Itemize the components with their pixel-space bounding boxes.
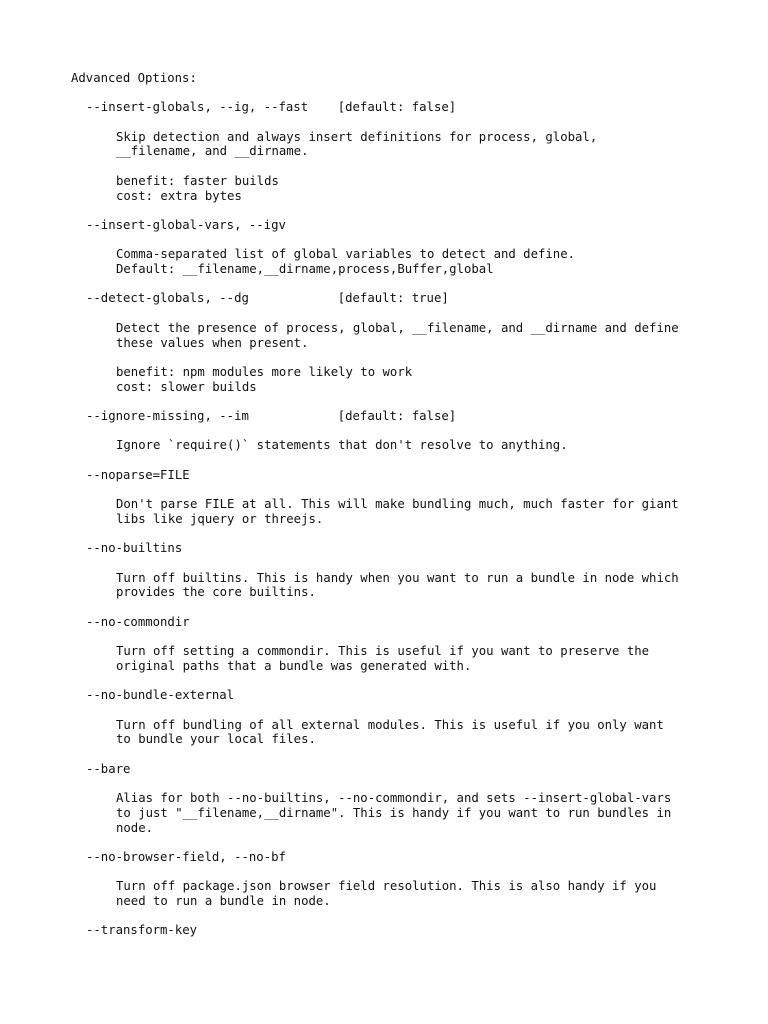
option-tradeoff: benefit: npm modules more likely to work cost: slower builds xyxy=(116,364,413,394)
option-flag: --no-bundle-external xyxy=(86,688,235,703)
option-flag: --ignore-missing, --im [default: false] xyxy=(86,409,457,424)
option-description: Turn off package.json browser field resolution. This is also handy if you need to run a bundle in node. xyxy=(116,879,657,909)
option-insert-globals xyxy=(86,100,741,203)
option-flag: --no-builtins xyxy=(86,541,183,556)
option-flag: --no-browser-field, --no-bf xyxy=(86,849,286,864)
option-noparse xyxy=(86,468,741,527)
option-no-commondir xyxy=(86,615,741,674)
option-flag: --detect-globals, --dg [default: true] xyxy=(86,291,449,306)
option-transform-key xyxy=(86,923,741,938)
option-insert-global-vars xyxy=(86,218,741,277)
section-title: Advanced Options: xyxy=(71,71,197,85)
option-no-builtins xyxy=(86,541,741,600)
option-flag: --bare xyxy=(86,761,131,776)
option-bare xyxy=(86,762,741,836)
option-no-bundle-external xyxy=(86,688,741,747)
help-document xyxy=(71,71,741,953)
option-ignore-missing xyxy=(86,409,741,453)
option-flag: --transform-key xyxy=(86,923,198,938)
option-flag: --noparse=FILE xyxy=(86,467,190,482)
option-description: Turn off builtins. This is handy when you want to run a bundle in node which provides the core builtins. xyxy=(116,570,679,600)
option-description: Comma-separated list of global variables to detect and define. Default: __filename,__dirname,process,Buffer,global xyxy=(116,247,576,277)
option-flag: --insert-globals, --ig, --fast [default: false] xyxy=(86,100,457,115)
option-flag: --no-commondir xyxy=(86,614,190,629)
option-description: Ignore `require()` statements that don't resolve to anything. xyxy=(116,438,568,453)
option-description: Detect the presence of process, global, __filename, and __dirname and define these values when present. xyxy=(116,320,679,350)
option-flag: --insert-global-vars, --igv xyxy=(86,217,286,232)
option-no-browser-field xyxy=(86,850,741,909)
option-description: Don't parse FILE at all. This will make bundling much, much faster for giant libs like jquery or threejs. xyxy=(116,497,679,526)
option-description: Turn off setting a commondir. This is useful if you want to preserve the original paths that a bundle was generated with. xyxy=(116,644,650,673)
option-tradeoff: benefit: faster builds cost: extra bytes xyxy=(116,173,279,203)
option-detect-globals xyxy=(86,291,741,394)
option-description: Skip detection and always insert definitions for process, global, __filename, and __dirname. xyxy=(116,129,598,159)
option-description: Alias for both --no-builtins, --no-commondir, and sets --insert-global-vars to just "__filename,__dirname". This is handy if you want to run bundles in node. xyxy=(116,791,672,835)
option-description: Turn off bundling of all external modules. This is useful if you only want to bundle your local files. xyxy=(116,717,664,747)
